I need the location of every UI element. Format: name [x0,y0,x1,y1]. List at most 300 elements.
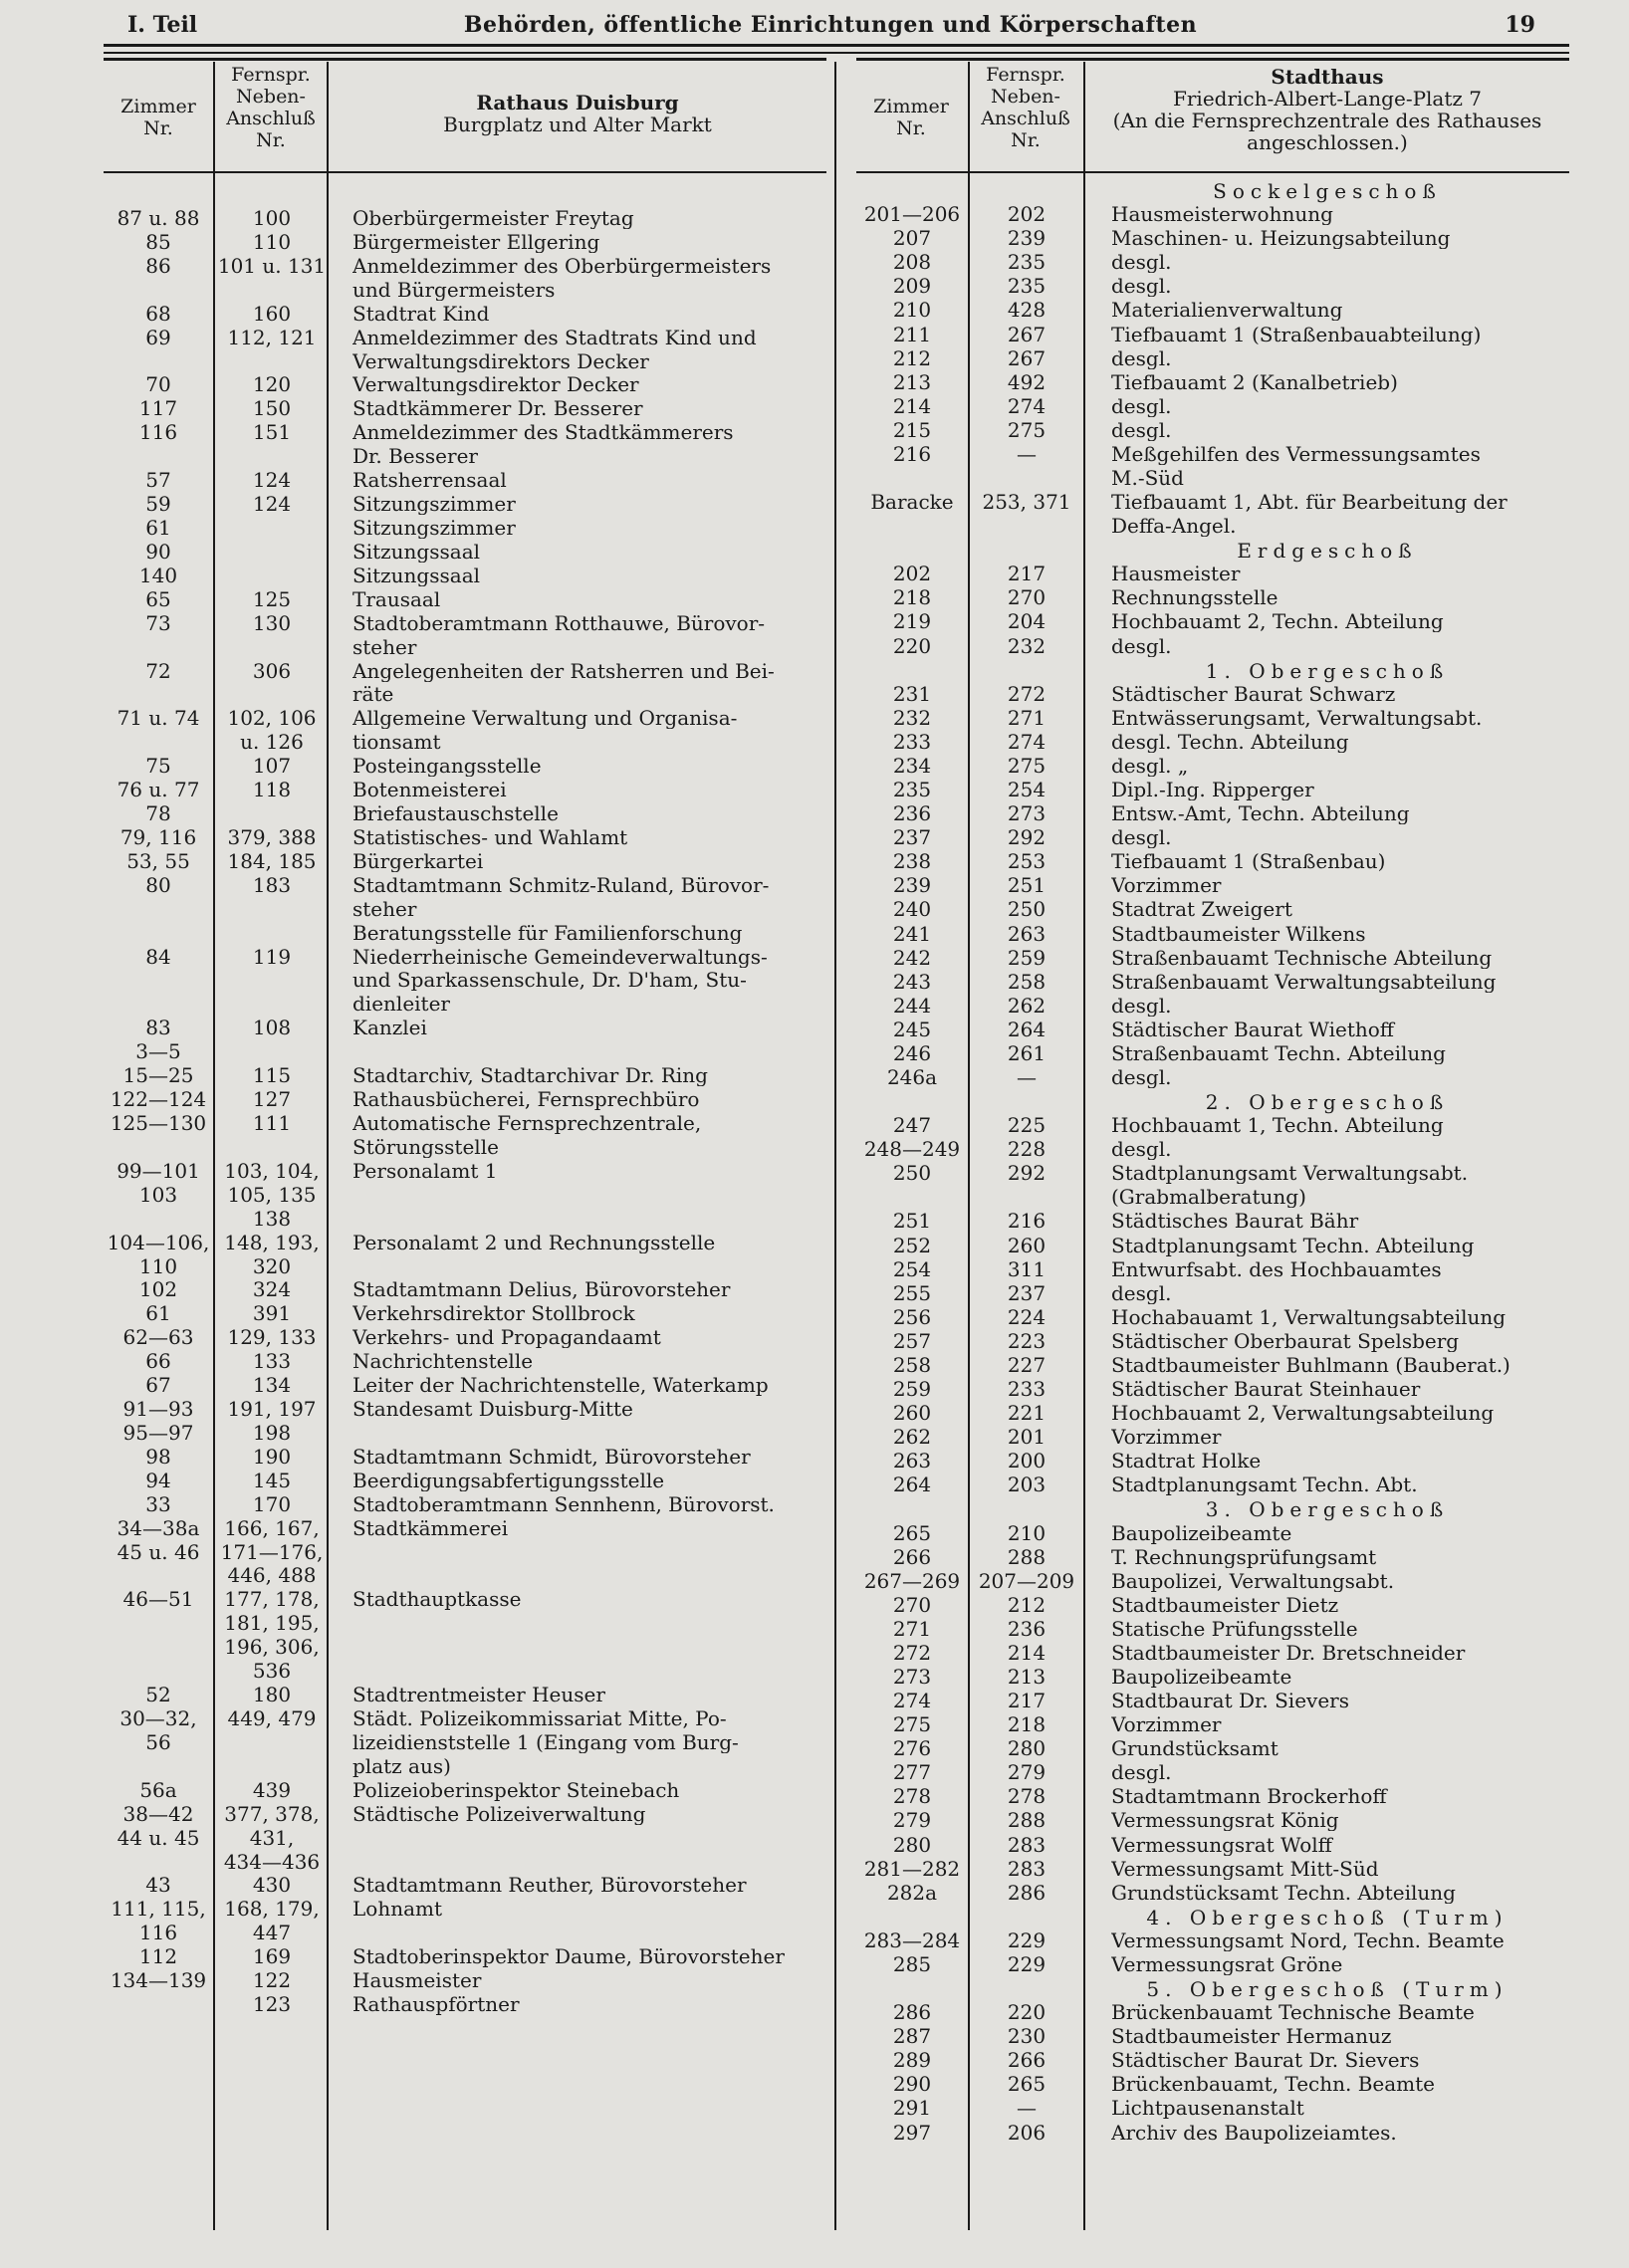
office-description: Entwässerungsamt, Verwaltungsabt. [1111,706,1483,729]
stadthaus-row [856,1019,1569,1042]
extension-number: — [1017,1065,1037,1089]
office-description: Stadtrat Holke [1111,1450,1262,1473]
room-number: 38—42 [122,1801,194,1826]
stadthaus-row [856,2073,1569,2097]
extension-number: — [1017,2096,1037,2121]
room-number: 214 [892,393,932,418]
extension-number: 170 [252,1491,292,1516]
stadthaus-row [856,1690,1569,1713]
office-description: Sitzungssaal [352,564,481,586]
extension-number: 430 [252,1873,292,1898]
stadthaus-row [856,1235,1569,1258]
left-col-ext-line2: Neben- [236,86,306,108]
office-description: Beerdigungsabfertigungsstelle [352,1469,665,1491]
extension-number: 169 [252,1944,292,1969]
left-col-room-line1: Zimmer [120,96,196,117]
room-number: 240 [892,897,932,922]
rathaus-row [104,421,830,445]
office-description: Rathausbücherei, Fernsprechbüro [352,1088,700,1110]
stadthaus-row [856,1594,1569,1618]
office-description: desgl. [1111,394,1172,417]
rathaus-row [104,1184,830,1208]
room-number: 256 [892,1304,932,1329]
room-number: 61 [145,516,171,540]
rathaus-row [104,1040,830,1064]
extension-number: 253 [1007,849,1047,874]
extension-number: 206 [1007,2120,1047,2145]
room-number: 246a [886,1065,938,1089]
rathaus-row [104,1422,830,1446]
extension-number: 250 [1007,897,1047,922]
stadthaus-row [856,1666,1569,1690]
office-description: Störungsstelle [352,1135,499,1158]
rathaus-row [104,231,830,255]
office-description: Vorzimmer [1111,874,1222,897]
office-description: desgl. [1111,1066,1172,1088]
office-description: desgl. [1111,346,1172,369]
extension-number: 217 [1007,1689,1047,1712]
rathaus-row [104,874,830,898]
extension-number: 434—436 [223,1849,321,1874]
office-description: Trausaal [352,587,441,610]
stadthaus-row [856,850,1569,874]
office-description: Botenmeisterei [352,779,507,801]
extension-number: 130 [252,610,292,635]
office-description: Stadtamtmann Brockerhoff [1111,1785,1387,1808]
extension-number: 151 [252,420,292,445]
stadthaus-row [856,203,1569,227]
rathaus-row [104,1255,830,1279]
extension-number: 292 [1007,825,1047,850]
office-description: Automatische Fernsprechzentrale, [352,1112,702,1134]
office-description: steher [352,897,417,920]
office-description: Städtische Polizeiverwaltung [352,1802,646,1825]
office-description: desgl. [1111,275,1172,298]
room-number: 276 [892,1736,932,1761]
rathaus-row [104,826,830,850]
room-number: 112 [138,1944,178,1969]
room-number: 219 [892,609,932,634]
room-number: 231 [892,681,932,706]
room-number: 43 [145,1873,171,1898]
rathaus-row [104,1827,830,1851]
extension-number: 115 [252,1063,292,1088]
room-number: 102 [138,1277,178,1302]
office-description: Städtischer Baurat Wiethoff [1111,1018,1394,1040]
rathaus-row [104,397,830,421]
rathaus-row [104,1898,830,1922]
office-description: Anmeldezimmer des Stadtkämmerers [352,421,734,444]
rathaus-row [104,1541,830,1565]
office-description: und Bürgermeisters [352,278,556,301]
extension-number: 200 [1007,1449,1047,1474]
extension-number: 168, 179, [224,1897,320,1922]
office-description: Posteingangsstelle [352,755,542,778]
extension-number: 264 [1007,1017,1047,1041]
office-description: Stadtamtmann Schmitz-Ruland, Bürovor- [352,873,770,896]
stadthaus-row [856,1882,1569,1906]
rathaus-row [104,1612,830,1636]
room-number: 15—25 [122,1063,194,1088]
room-number: 237 [892,825,932,850]
extension-number: 259 [1007,945,1047,970]
header-rule-bottom [104,52,1569,54]
office-description: Polizeioberinspektor Steinebach [352,1778,680,1801]
extension-number: 202 [1007,202,1047,227]
room-number: 125—130 [110,1111,207,1135]
office-description: desgl. [1111,994,1172,1017]
rathaus-row [104,1232,830,1255]
office-description: Meßgehilfen des Vermessungsamtes [1111,442,1481,465]
stadthaus-row [856,395,1569,419]
extension-number: 134 [252,1373,292,1398]
office-description: Tiefbauamt 1, Abt. für Bearbeitung der [1111,491,1508,513]
right-note-line2: angeschlossen.) [1247,130,1408,154]
office-description: Tiefbauamt 1 (Straßenbauabteilung) [1111,323,1482,345]
stadthaus-row [856,563,1569,586]
office-description: Tiefbauamt 2 (Kanalbetrieb) [1111,370,1398,393]
center-divider [834,62,836,2230]
rathaus-row [104,1302,830,1326]
extension-number: 275 [1007,753,1047,778]
room-number: 246 [892,1040,932,1065]
room-number: 30—32, [119,1706,197,1730]
room-number: 90 [145,539,171,564]
extension-number: 171—176, [220,1539,324,1564]
office-description: desgl. [1111,251,1172,274]
extension-number: — [1017,441,1037,466]
office-description: Stadtoberinspektor Daume, Bürovorsteher [352,1945,785,1968]
extension-number: 221 [1007,1401,1047,1426]
extension-number: 138 [252,1206,292,1231]
office-description: Städtischer Oberbaurat Spelsberg [1111,1329,1460,1352]
rathaus-row [104,755,830,779]
room-number: 260 [892,1401,932,1426]
left-col-room-line2: Nr. [143,117,173,139]
extension-number: 119 [252,944,292,969]
extension-number: 127 [252,1087,292,1111]
room-number: 220 [892,633,932,658]
room-number: 232 [892,705,932,730]
room-number: 211 [892,322,932,346]
office-description: Verwaltungsdirektor Decker [352,373,639,396]
room-number: 235 [892,778,932,801]
left-col-ext-header [215,64,327,151]
office-description: Städtischer Baurat Dr. Sievers [1111,2049,1420,2072]
extension-number: 225 [1007,1113,1047,1138]
room-number: 279 [892,1808,932,1833]
header-rule-top [104,44,1569,47]
room-number: 265 [892,1520,932,1545]
extension-number: 391 [252,1301,292,1326]
office-description: Städtischer Baurat Steinhauer [1111,1378,1421,1400]
room-number: 285 [892,1951,932,1976]
room-number: 87 u. 88 [116,206,200,230]
room-number: 103 [138,1182,178,1207]
office-description: Straßenbauamt Techn. Abteilung [1111,1041,1446,1064]
extension-number: 207—209 [978,1568,1075,1593]
stadthaus-row [856,731,1569,755]
rathaus-row [104,1493,830,1517]
office-description: räte [352,683,394,706]
office-description: Maschinen- u. Heizungsabteilung [1111,227,1451,250]
right-subtitle: Friedrich-Albert-Lange-Platz 7 [1172,87,1483,111]
office-description: Grundstücksamt [1111,1737,1279,1760]
rathaus-row [104,1350,830,1374]
stadthaus-row [856,826,1569,850]
office-description: desgl. [1111,1138,1172,1161]
extension-number: 324 [252,1277,292,1302]
office-description: Angelegenheiten der Ratsherren und Bei- [352,659,775,682]
office-description: Entwurfsabt. des Hochbauamtes [1111,1257,1442,1280]
rathaus-row [104,1636,830,1660]
stadthaus-row [856,443,1569,467]
rathaus-row [104,1278,830,1302]
extension-number: 196, 306, [224,1635,320,1660]
room-number: 216 [892,441,932,466]
office-description: Archiv des Baupolizeiamtes. [1111,2121,1397,2144]
extension-number: 160 [252,301,292,326]
stadthaus-row [856,324,1569,347]
room-number: 258 [892,1352,932,1377]
left-title: Rathaus Duisburg [476,91,679,114]
stadthaus-row [856,1114,1569,1138]
room-number: 68 [145,301,171,326]
office-description: Dipl.-Ing. Ripperger [1111,779,1314,800]
rathaus-row [104,469,830,493]
extension-number: 237 [1007,1280,1047,1305]
room-number: 207 [892,226,932,251]
room-number: 290 [892,2072,932,2097]
stadthaus-row [856,1306,1569,1330]
stadthaus-row [856,2122,1569,2146]
extension-number: 306 [252,658,292,683]
extension-number: 217 [1007,562,1047,586]
extension-number: 105, 135 [227,1182,317,1207]
stadthaus-row [856,874,1569,898]
extension-number: 145 [252,1468,292,1492]
rathaus-row [104,541,830,565]
extension-number: 223 [1007,1328,1047,1353]
room-number: 274 [892,1689,932,1712]
office-description: Baupolizeibeamte [1111,1521,1292,1544]
extension-number: 272 [1007,681,1047,706]
office-description: Statistisches- und Wahlamt [352,825,628,848]
office-description: Oberbürgermeister Freytag [352,207,634,229]
floor-section-heading: 5. Obergeschoß (Turm) [1146,1977,1509,2001]
left-title-block [329,92,826,135]
room-number: 116 [138,1921,178,1945]
extension-number: 286 [1007,1880,1047,1905]
room-number: 78 [145,801,171,825]
room-number: 34—38a [116,1515,200,1540]
left-header-underline [104,171,826,173]
rathaus-row [104,1064,830,1088]
office-description: Ratsherrensaal [352,469,507,492]
rathaus-row [104,373,830,397]
rathaus-row [104,1851,830,1875]
extension-number: 110 [252,229,292,254]
office-description: Stadtamtmann Schmidt, Bürovorsteher [352,1445,751,1468]
extension-number: 212 [1007,1592,1047,1617]
office-description: Bürgerkartei [352,849,484,872]
office-description: Entsw.-Amt, Techn. Abteilung [1111,802,1410,825]
extension-number: 271 [1007,705,1047,730]
right-title-block [1085,66,1569,153]
extension-number: 112, 121 [227,325,317,349]
right-col-ext-line2: Neben- [991,86,1060,108]
office-description: Rechnungsstelle [1111,586,1279,609]
office-description: desgl. [1111,826,1172,849]
room-number: 67 [145,1373,171,1398]
extension-number: 229 [1007,1951,1047,1976]
extension-number: 258 [1007,969,1047,994]
rathaus-row [104,660,830,684]
extension-number: 446, 488 [227,1563,317,1588]
extension-number: 288 [1007,1808,1047,1833]
stadthaus-row [856,947,1569,971]
stadthaus-row [856,1258,1569,1282]
extension-number: 235 [1007,250,1047,275]
office-description: Stadtkämmerer Dr. Besserer [352,397,643,420]
extension-number: 201 [1007,1425,1047,1450]
stadthaus-row [856,491,1569,515]
extension-number: 233 [1007,1377,1047,1401]
page-header-title: Behörden, öffentliche Einrichtungen und Körperschaften [463,12,1198,38]
rathaus-row [104,636,830,660]
extension-number: 210 [1007,1520,1047,1545]
office-description: Rathauspförtner [352,1993,520,2015]
extension-number: 260 [1007,1233,1047,1257]
rathaus-row [104,1684,830,1707]
stadthaus-row [856,707,1569,731]
extension-number: u. 126 [240,730,304,755]
extension-number: 204 [1007,609,1047,634]
stadthaus-row [856,1929,1569,1953]
room-number: 44 u. 45 [116,1825,200,1850]
rathaus-row [104,1208,830,1232]
extension-number: 283 [1007,1832,1047,1857]
extension-number: 270 [1007,585,1047,610]
stadthaus-row [856,1737,1569,1761]
room-number: 122—124 [110,1087,207,1111]
extension-number: 253, 371 [982,490,1071,514]
room-number: 116 [138,420,178,445]
extension-number: 102, 106 [227,706,317,731]
office-description: Brückenbauamt, Techn. Beamte [1111,2073,1436,2096]
room-number: 111, 115, [111,1897,206,1922]
room-number: 271 [892,1616,932,1641]
rathaus-row [104,588,830,612]
stadthaus-row [856,1162,1569,1186]
room-number: 66 [145,1349,171,1374]
rathaus-row [104,1517,830,1541]
office-description: Hochbauamt 1, Techn. Abteilung [1111,1114,1444,1137]
office-description: Stadtbaumeister Dr. Bretschneider [1111,1641,1466,1664]
extension-number: 288 [1007,1544,1047,1569]
office-description: steher [352,635,417,658]
extension-number: 181, 195, [224,1611,320,1636]
room-number: 241 [892,921,932,946]
room-number: 297 [892,2120,932,2145]
office-description: Stadtarchiv, Stadtarchivar Dr. Ring [352,1064,708,1087]
office-description: Städt. Polizeikommissariat Mitte, Po- [352,1707,727,1729]
extension-number: 107 [252,754,292,779]
office-description: platz aus) [352,1754,451,1777]
extension-number: 239 [1007,226,1047,251]
room-number: 45 u. 46 [116,1539,200,1564]
rathaus-row [104,1374,830,1398]
stadthaus-row [856,2001,1569,2025]
office-description: und Sparkassenschule, Dr. D'ham, Stu- [352,969,747,992]
extension-number: 118 [252,778,292,802]
room-number: 251 [892,1209,932,1234]
header-rule-left [104,58,826,61]
extension-number: 261 [1007,1040,1047,1065]
extension-number: 108 [252,1016,292,1040]
rathaus-row [104,969,830,993]
room-number: 242 [892,945,932,970]
extension-number: 428 [1007,298,1047,323]
office-description: desgl. [1111,1281,1172,1304]
floor-section-heading: Erdgeschoß [1237,539,1418,564]
extension-number: 449, 479 [227,1706,317,1730]
room-number: 104—106, [107,1230,210,1254]
extension-number: 227 [1007,1352,1047,1377]
office-description: Vermessungsamt Mitt-Süd [1111,1857,1379,1880]
room-number: 283—284 [863,1928,961,1952]
room-number: 280 [892,1832,932,1857]
extension-number: 230 [1007,2024,1047,2049]
room-number: 247 [892,1113,932,1138]
right-col-room-line2: Nr. [896,117,926,139]
rathaus-row [104,683,830,707]
room-number: 212 [892,345,932,370]
room-number: 289 [892,2048,932,2073]
room-number: 3—5 [135,1039,181,1064]
office-description: Leiter der Nachrichtenstelle, Waterkamp [352,1374,769,1397]
rathaus-row [104,1017,830,1040]
room-number: 233 [892,729,932,754]
office-description: Hochbauamt 2, Techn. Abteilung [1111,610,1444,633]
room-number: 52 [145,1683,171,1706]
office-description: dienleiter [352,993,450,1016]
office-description: Allgemeine Verwaltung und Organisa- [352,707,738,730]
stadthaus-row [856,923,1569,947]
extension-number: 129, 133 [227,1325,317,1350]
rathaus-row [104,1969,830,1993]
room-number: 234 [892,753,932,778]
stadthaus-row [856,1785,1569,1809]
room-number: 273 [892,1665,932,1689]
extension-number: 439 [252,1777,292,1802]
rathaus-row [104,850,830,874]
extension-number: 177, 178, [224,1587,320,1612]
rathaus-row [104,1993,830,2017]
room-number: 65 [145,586,171,611]
extension-number: 214 [1007,1640,1047,1665]
room-number: 61 [145,1301,171,1326]
rathaus-row [104,1112,830,1136]
office-description: Stadtamtmann Delius, Bürovorsteher [352,1278,731,1301]
room-number: 86 [145,253,171,278]
office-description: Vermessungsrat Wolff [1111,1833,1332,1856]
right-col-ext-line1: Fernspr. [986,64,1065,86]
extension-number: 377, 378, [224,1801,320,1826]
stadthaus-row [856,2049,1569,2073]
right-header-underline [856,171,1569,173]
office-description: Sitzungszimmer [352,517,516,539]
